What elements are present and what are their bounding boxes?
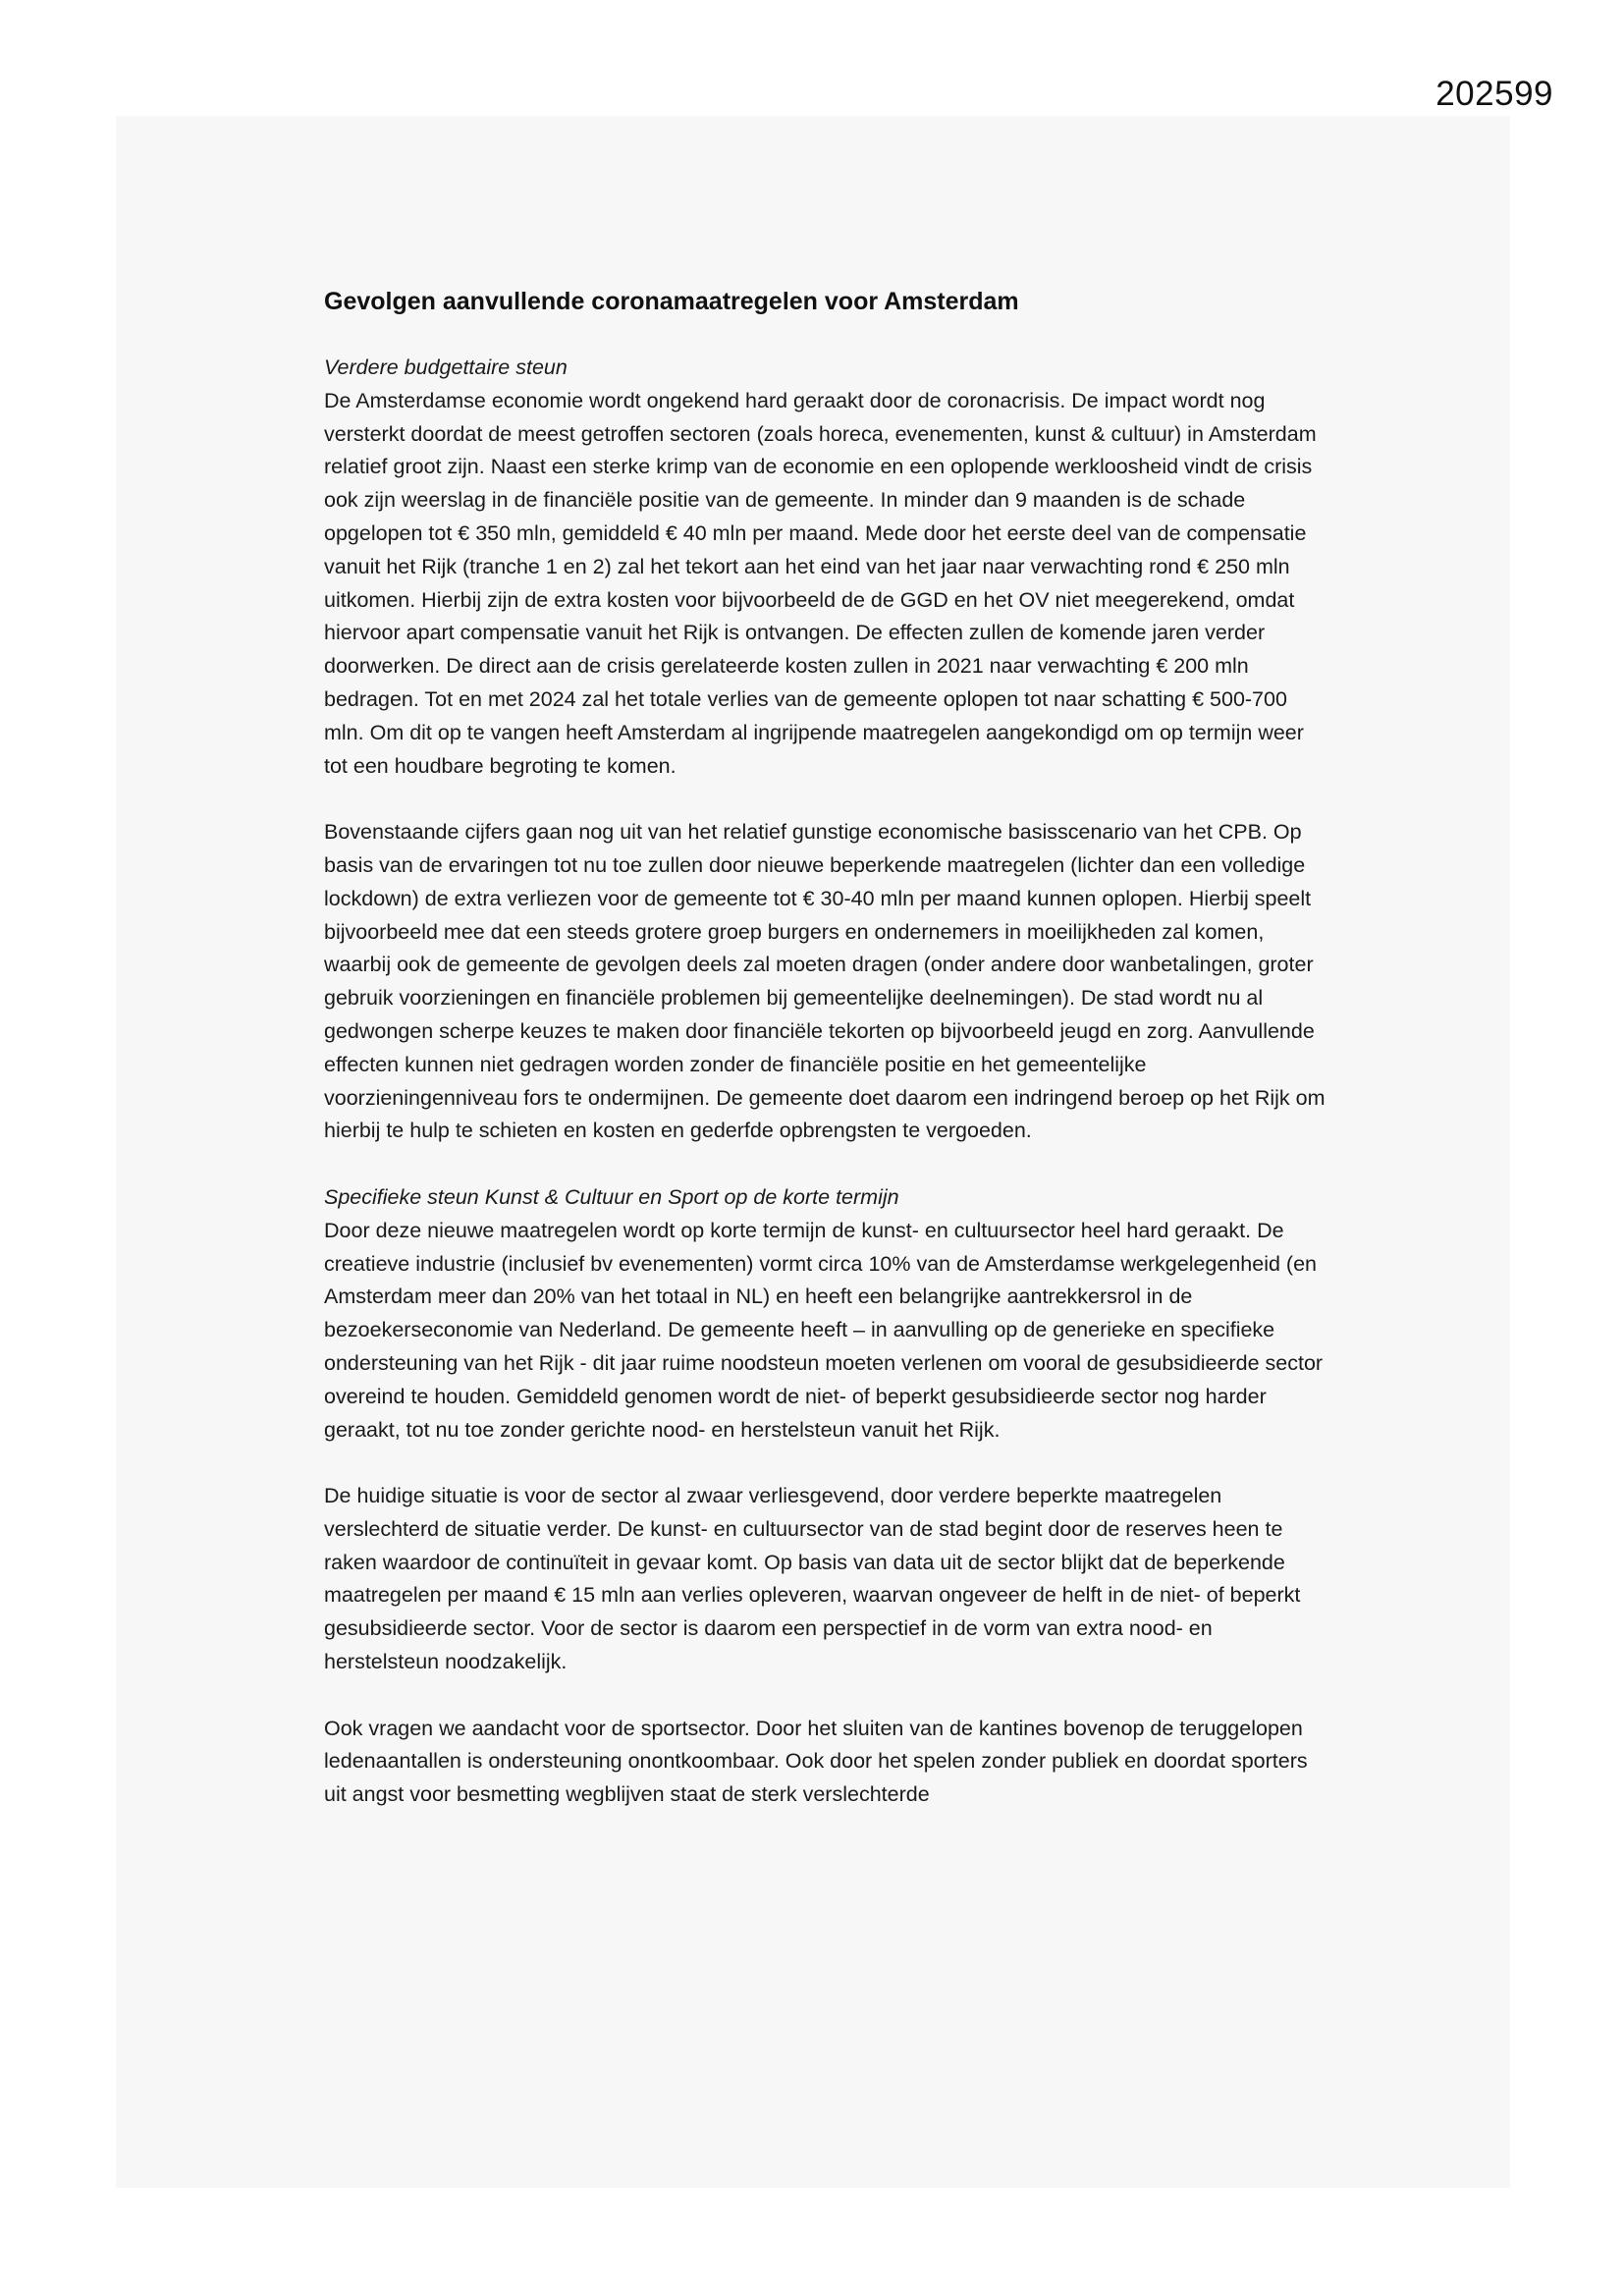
section-budgettaire-steun [324, 352, 1326, 1148]
section-kunst-cultuur-sport [324, 1181, 1326, 1812]
page-content [324, 285, 1326, 1845]
paragraph: Ook vragen we aandacht voor de sportsector. Door het sluiten van de kantines bovenop de teruggelopen ledenaantallen is ondersteuning onontkoombaar. Ook door het spelen zonder publiek en doordat sporters uit angst voor besmetting wegblijven staat de sterk verslechterde [324, 1716, 1308, 1807]
section-heading: Verdere budgettaire steun [324, 355, 568, 379]
paragraph: Door deze nieuwe maatregelen wordt op korte termijn de kunst- en cultuursector heel hard geraakt. De creatieve industrie (inclusief bv evenementen) vormt circa 10% van de Amsterdamse werkgelegenheid (en Amsterdam meer dan 20% van het totaal in NL) en heeft een belangrijke aantrekkersrol in de bezoekerseconomie van Nederland. De gemeente heeft – in aanvulling op de generieke en specifieke ondersteuning van het Rijk - dit jaar ruime noodsteun moeten verlenen om vooral de gesubsidieerde sector overeind te houden. Gemiddeld genomen wordt de niet- of beperkt gesubsidieerde sector nog harder geraakt, tot nu toe zonder gerichte nood- en herstelsteun vanuit het Rijk. [324, 1218, 1324, 1442]
paragraph: De huidige situatie is voor de sector al zwaar verliesgevend, door verdere beperkte maatregelen verslechterd de situatie verder. De kunst- en cultuursector van de stad begint door de reserves heen te raken waardoor de continuïteit in gevaar komt. Op basis van data uit de sector blijkt dat de beperkende maatregelen per maand € 15 mln aan verlies opleveren, waarvan ongeveer de helft in de niet- of beperkt gesubsidieerde sector. Voor de sector is daarom een perspectief in de vorm van extra nood- en herstelsteun noodzakelijk. [324, 1484, 1301, 1674]
document-title: Gevolgen aanvullende coronamaatregelen voor Amsterdam [324, 288, 1019, 315]
paragraph: De Amsterdamse economie wordt ongekend hard geraakt door de coronacrisis. De impact wordt nog versterkt doordat de meest getroffen sectoren (zoals horeca, evenementen, kunst & cultuur) in Amsterdam relatief groot zijn. Naast een sterke krimp van de economie en een oplopende werkloosheid vindt de crisis ook zijn weerslag in de financiële positie van de gemeente. In minder dan 9 maanden is de schade opgelopen tot € 350 mln, gemiddeld € 40 mln per maand. Mede door het eerste deel van de compensatie vanuit het Rijk (tranche 1 en 2) zal het tekort aan het eind van het jaar naar verwachting rond € 250 mln uitkomen. Hierbij zijn de extra kosten voor bijvoorbeeld de de GGD en het OV niet meegerekend, omdat hiervoor apart compensatie vanuit het Rijk is ontvangen. De effecten zullen de komende jaren verder doorwerken. De direct aan de crisis gerelateerde kosten zullen in 2021 naar verwachting € 200 mln bedragen. Tot en met 2024 zal het totale verlies van de gemeente oplopen tot naar schatting € 500-700 mln. Om dit op te vangen heeft Amsterdam al ingrijpende maatregelen aangekondigd om op termijn weer tot een houdbare begroting te komen. [324, 388, 1317, 778]
paragraph: Bovenstaande cijfers gaan nog uit van het relatief gunstige economische basisscenario van het CPB. Op basis van de ervaringen tot nu toe zullen door nieuwe beperkende maatregelen (lichter dan een volledige lockdown) de extra verliezen voor de gemeente tot € 30-40 mln per maand kunnen oplopen. Hierbij speelt bijvoorbeeld mee dat een steeds grotere groep burgers en ondernemers in moeilijkheden zal komen, waarbij ook de gemeente de gevolgen deels zal moeten dragen (onder andere door wanbetalingen, groter gebruik voorzieningen en financiële problemen bij gemeentelijke deelnemingen). De stad wordt nu al gedwongen scherpe keuzes te maken door financiële tekorten op bijvoorbeeld jeugd en zorg. Aanvullende effecten kunnen niet gedragen worden zonder de financiële positie en het gemeentelijke voorzieningenniveau fors te ondermijnen. De gemeente doet daarom een indringend beroep op het Rijk om hierbij te hulp te schieten en kosten en gederfde opbrengsten te vergoeden. [324, 820, 1326, 1143]
section-heading: Specifieke steun Kunst & Cultuur en Sport op de korte termijn [324, 1184, 899, 1209]
document-number: 202599 [1435, 75, 1553, 113]
